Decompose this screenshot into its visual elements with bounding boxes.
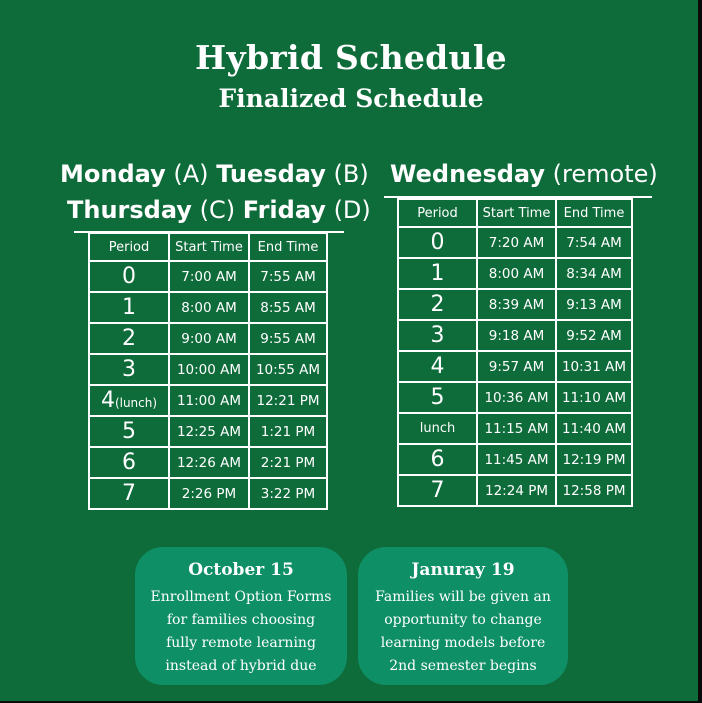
table-row (89, 385, 327, 416)
end-time-cell: 11:40 AM (556, 413, 632, 444)
note-line: Families will be given an (375, 589, 551, 605)
table-row (398, 320, 632, 351)
end-time-cell: 2:21 PM (249, 447, 327, 478)
table-row (398, 351, 632, 382)
period-cell: 0 (398, 227, 477, 258)
column-header-end-time: End Time (249, 233, 327, 261)
table-row (398, 227, 632, 258)
start-time-cell: 10:00 AM (169, 354, 249, 385)
note-line: 2nd semester begins (389, 658, 537, 674)
column-header-start-time: Start Time (477, 199, 556, 227)
day-label-row-2 (67, 196, 371, 224)
note-title: October 15 (188, 560, 294, 580)
end-time-cell: 11:10 AM (556, 382, 632, 413)
end-time-cell: 3:22 PM (249, 478, 327, 509)
start-time-cell: 11:00 AM (169, 385, 249, 416)
end-time-cell: 12:21 PM (249, 385, 327, 416)
end-time-cell: 7:54 AM (556, 227, 632, 258)
schedule-table-wednesday (397, 198, 633, 507)
period-cell: 0 (89, 261, 169, 292)
period-cell: 7 (398, 475, 477, 506)
note-october-15 (135, 547, 347, 685)
period-cell: 1 (398, 258, 477, 289)
note-line: for families choosing (166, 612, 316, 628)
period-cell: 6 (398, 444, 477, 475)
period-cell: 3 (89, 354, 169, 385)
table-row (89, 354, 327, 385)
table-row (89, 261, 327, 292)
table-row (89, 447, 327, 478)
table-row (398, 382, 632, 413)
end-time-cell: 10:31 AM (556, 351, 632, 382)
period-number: 4 (100, 388, 115, 413)
note-line: instead of hybrid due (165, 658, 317, 674)
day-friday: Friday (242, 196, 326, 224)
end-time-cell: 1:21 PM (249, 416, 327, 447)
period-cell: 1 (89, 292, 169, 323)
period-note: (lunch) (114, 396, 158, 410)
schedule-table-abcd (88, 232, 328, 510)
start-time-cell: 9:18 AM (477, 320, 556, 351)
end-time-cell: 9:52 AM (556, 320, 632, 351)
note-body (135, 586, 347, 678)
day-monday: Monday (60, 160, 166, 188)
table-row (89, 478, 327, 509)
period-cell: 5 (398, 382, 477, 413)
page-subtitle: Finalized Schedule (218, 84, 484, 113)
day-thursday: Thursday (67, 196, 192, 224)
end-time-cell: 9:55 AM (249, 323, 327, 354)
period-cell: 5 (89, 416, 169, 447)
end-time-cell: 8:55 AM (249, 292, 327, 323)
table-row (398, 475, 632, 506)
start-time-cell: 8:39 AM (477, 289, 556, 320)
table-row (398, 258, 632, 289)
page-title: Hybrid Schedule (195, 38, 507, 77)
day-friday-code: (D) (333, 196, 371, 224)
table-row (398, 413, 632, 444)
start-time-cell: 8:00 AM (477, 258, 556, 289)
period-cell-lunch: lunch (398, 413, 477, 444)
table-row (398, 289, 632, 320)
day-label-wednesday (390, 160, 658, 188)
column-header-start-time: Start Time (169, 233, 249, 261)
start-time-cell: 8:00 AM (169, 292, 249, 323)
end-time-cell: 12:19 PM (556, 444, 632, 475)
day-monday-code: (A) (173, 160, 209, 188)
period-cell: 3 (398, 320, 477, 351)
table-row (89, 323, 327, 354)
day-thursday-code: (C) (199, 196, 236, 224)
note-line: Enrollment Option Forms (150, 589, 332, 605)
note-line: learning models before (380, 635, 546, 651)
day-wednesday-code: (remote) (552, 160, 658, 188)
start-time-cell: 12:24 PM (477, 475, 556, 506)
end-time-cell: 10:55 AM (249, 354, 327, 385)
table-row (89, 292, 327, 323)
day-tuesday-code: (B) (333, 160, 369, 188)
day-wednesday: Wednesday (390, 160, 546, 188)
start-time-cell: 12:25 AM (169, 416, 249, 447)
period-cell: 2 (398, 289, 477, 320)
start-time-cell: 2:26 PM (169, 478, 249, 509)
end-time-cell: 8:34 AM (556, 258, 632, 289)
day-tuesday: Tuesday (216, 160, 326, 188)
period-cell: 7 (89, 478, 169, 509)
column-header-period: Period (89, 233, 169, 261)
note-body (358, 586, 568, 678)
column-header-end-time: End Time (556, 199, 632, 227)
start-time-cell: 11:45 AM (477, 444, 556, 475)
period-cell-lunch (89, 385, 169, 416)
end-time-cell: 12:58 PM (556, 475, 632, 506)
start-time-cell: 7:20 AM (477, 227, 556, 258)
period-cell: 6 (89, 447, 169, 478)
start-time-cell: 12:26 AM (169, 447, 249, 478)
period-cell: 4 (398, 351, 477, 382)
column-header-period: Period (398, 199, 477, 227)
table-row (89, 416, 327, 447)
table-row (398, 444, 632, 475)
start-time-cell: 10:36 AM (477, 382, 556, 413)
start-time-cell: 11:15 AM (477, 413, 556, 444)
start-time-cell: 7:00 AM (169, 261, 249, 292)
note-line: fully remote learning (166, 635, 316, 651)
start-time-cell: 9:00 AM (169, 323, 249, 354)
start-time-cell: 9:57 AM (477, 351, 556, 382)
note-january-19 (358, 547, 568, 685)
end-time-cell: 7:55 AM (249, 261, 327, 292)
period-cell: 2 (89, 323, 169, 354)
note-line: opportunity to change (384, 612, 542, 628)
day-label-row-1 (60, 160, 369, 188)
note-title: Januray 19 (411, 560, 515, 580)
end-time-cell: 9:13 AM (556, 289, 632, 320)
